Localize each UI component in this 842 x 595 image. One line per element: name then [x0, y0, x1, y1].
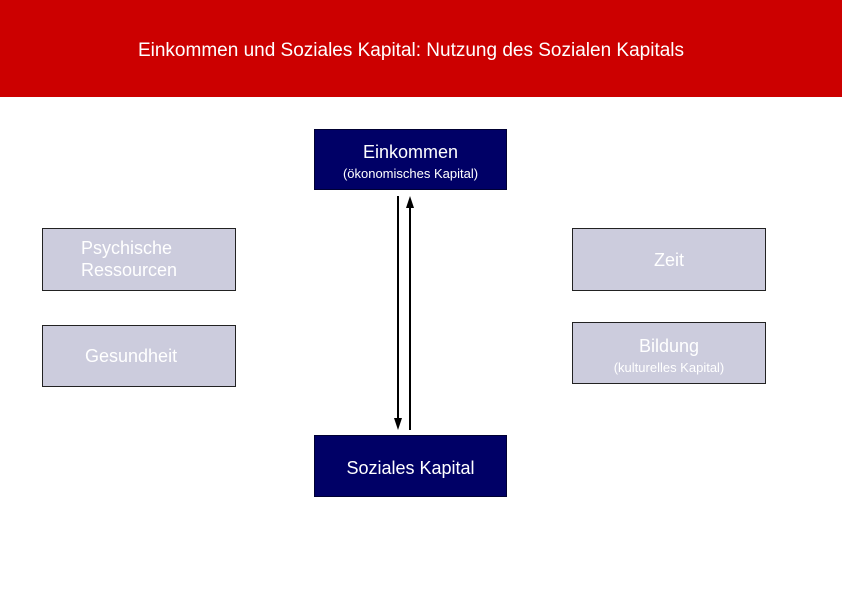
node-bildung-sublabel: (kulturelles Kapital): [613, 360, 725, 375]
node-einkommen-label: Einkommen: [362, 142, 459, 162]
node-soziales-kapital-label: Soziales Kapital: [346, 458, 475, 478]
arrow-up-soziales-to-einkommen: [406, 196, 414, 430]
node-gesundheit-label: Gesundheit: [85, 346, 178, 366]
node-einkommen-sublabel: (ökonomisches Kapital): [342, 166, 479, 181]
node-zeit-label: Zeit: [653, 250, 684, 270]
node-bildung-label: Bildung: [638, 336, 700, 356]
arrow-down-einkommen-to-soziales: [394, 196, 402, 430]
node-psychische-ressourcen-label: Psychische Ressourcen: [81, 238, 178, 280]
slide-title: Einkommen und Soziales Kapital: Nutzung des Sozialen Kapitals: [137, 40, 685, 61]
